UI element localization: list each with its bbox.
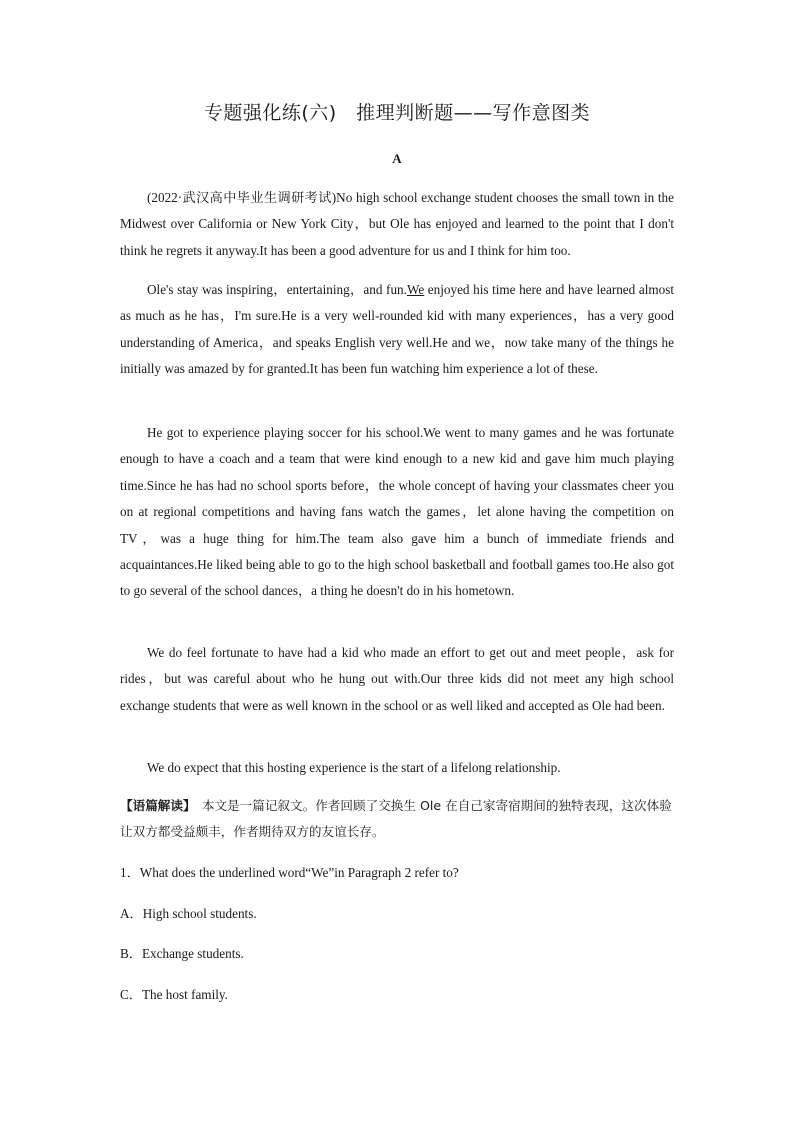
page-title: 专题强化练(六) 推理判断题——写作意图类 [203, 102, 591, 124]
passage-paragraph-3: He got to experience playing soccer for his school.We went to many games and he was fortunate enough to have a coach and a team that were kind enough to a new kid and gave him much playing time.Since he has had no school sports before，the whole concept of having your classmates cheer you on at regional competitions and having fans watch the games，let alone having the competition on TV，was a huge thing for him.The team also gave him a bunch of immediate friends and acquaintances.He liked being able to go to the high school basketball and football games too.He also got to go several of the school dances，a thing he doesn't do in his hometown. [120, 425, 674, 599]
passage-paragraph-2 [120, 277, 674, 383]
option-a: A．High school students. [120, 906, 257, 921]
underlined-word: We [406, 282, 425, 297]
paragraph-2-rest: enjoyed his time here and have learned almost as much as he has，I'm sure.He is a very well-rounded kid with many experiences，has a very good understanding of America，and speaks English very well.He and we，now take many of the things he initially was amazed by for granted.It has been fun watching him experience a lot of these. [120, 282, 675, 377]
analysis-text: 本文是一篇记叙文。作者回顾了交换生 Ole 在自己家寄宿期间的独特表现，这次体验让双方都受益颇丰，作者期待双方的友谊长存。 [120, 798, 672, 839]
paragraph-2-intro: Ole's stay was inspiring，entertaining，and fun. [147, 282, 407, 297]
passage-paragraph-5: We do expect that this hosting experience is the start of a lifelong relationship. [147, 760, 561, 775]
option-c: C．The host family. [120, 987, 228, 1002]
question-stem: 1．What does the underlined word“We”in Paragraph 2 refer to? [120, 865, 459, 880]
analysis-tag: 【语篇解读】 [120, 798, 190, 813]
passage-paragraph-1: (2022·武汉高中毕业生调研考试)No high school exchange student chooses the small town in the Midwest over California or New York City，but Ole has enjoyed and learned to the point that I don't think he regrets it anyway.It has been a good adventure for us and I think for him too. [120, 190, 674, 258]
section-label: A [392, 151, 402, 166]
option-b: B．Exchange students. [120, 946, 244, 961]
passage-analysis [120, 793, 680, 845]
passage-paragraph-4: We do feel fortunate to have had a kid who made an effort to get out and meet people，ask for rides，but was careful about who he hung out with.Our three kids did not meet any high school exchange students that were as well known in the school or as well liked and accepted as Ole had been. [120, 645, 674, 713]
